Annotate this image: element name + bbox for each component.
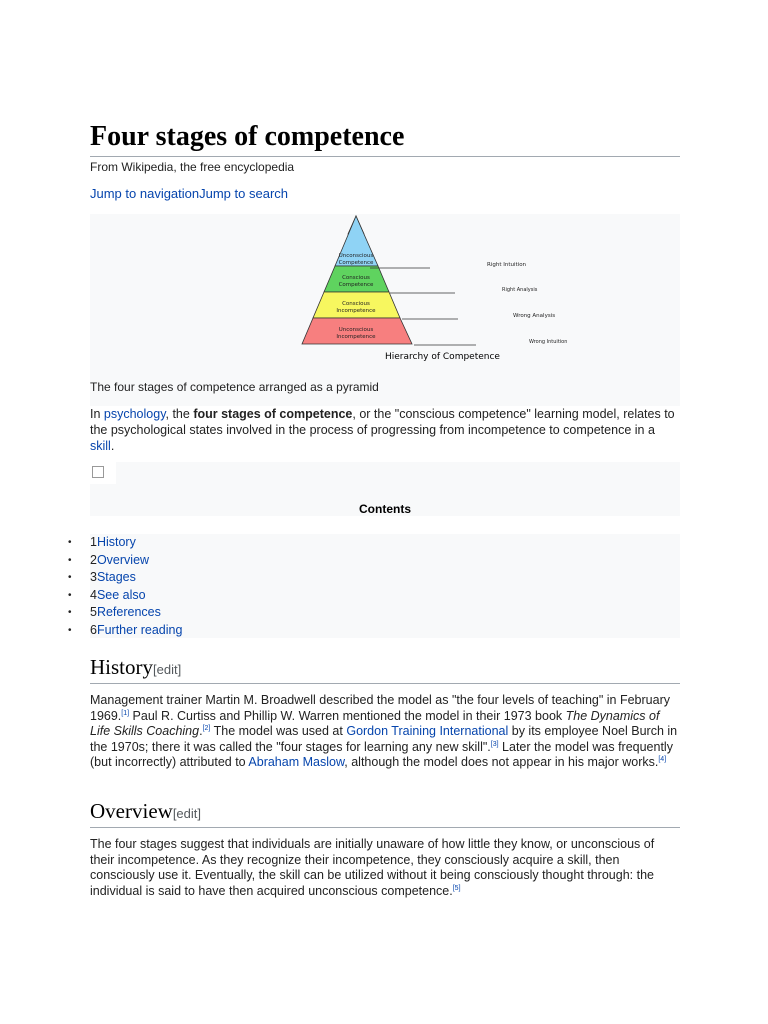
jump-to-navigation-link[interactable]: Jump to navigation xyxy=(90,186,200,201)
toc-link-overview[interactable]: Overview xyxy=(96,552,150,567)
history-heading-text: History xyxy=(90,655,153,679)
skill-link[interactable]: skill xyxy=(90,439,111,453)
toc-bullet: • xyxy=(68,554,72,566)
book-title: The Dynamics of Life Skills Coaching xyxy=(90,708,660,739)
toc-link-see-also[interactable]: See also xyxy=(96,587,146,602)
level-3-label-a: Conscious xyxy=(342,301,370,307)
toc-number: 3 xyxy=(90,570,97,584)
level-2-label-b: Competence xyxy=(338,282,374,288)
toc-bullet: • xyxy=(68,624,72,636)
toc-link-further-reading[interactable]: Further reading xyxy=(96,622,183,637)
right-analysis-label: Right Analysis xyxy=(502,287,538,293)
overview-section xyxy=(90,798,680,899)
history-paragraph xyxy=(90,693,680,771)
level-4-label-b: Incompetence xyxy=(336,334,376,340)
toc-number: 6 xyxy=(90,622,97,637)
history-heading xyxy=(90,654,680,684)
overview-edit-link[interactable]: [edit] xyxy=(172,806,201,821)
intro-text-3: , or the "conscious competence" learning model, relates to the psychological states involved in the process of progressing from incompetence to competence in a xyxy=(90,407,675,437)
toc-bullet: • xyxy=(68,589,72,601)
history-text-3: . xyxy=(199,724,203,739)
toc-number: 4 xyxy=(90,587,97,602)
toc-link-references[interactable]: References xyxy=(96,605,161,619)
toc-number: 2 xyxy=(90,552,97,567)
toc-item-stages[interactable] xyxy=(68,569,182,587)
right-intuition-label: Right Intuition xyxy=(487,262,527,268)
overview-heading-text: Overview xyxy=(90,799,173,823)
toc-checkbox-icon[interactable] xyxy=(92,466,104,478)
toc-item-references[interactable] xyxy=(68,604,182,622)
ref-3-link[interactable]: [3] xyxy=(490,740,499,748)
toc-bullet: • xyxy=(68,537,72,548)
ref-5-link[interactable]: [5] xyxy=(452,884,461,892)
intro-text-4: . xyxy=(110,439,115,453)
toc-toggle[interactable] xyxy=(90,462,116,484)
wrong-analysis-label: Wrong Analysis xyxy=(513,313,556,319)
toc-bullet: • xyxy=(68,572,72,583)
history-section xyxy=(90,654,680,771)
history-text-1: Management trainer Martin M. Broadwell described the model as "the four levels of teaching" in February 1969. xyxy=(90,693,670,723)
level-2-label-a: Conscious xyxy=(342,275,370,281)
level-1-label-b: Competence xyxy=(338,260,374,266)
toc-item-history[interactable] xyxy=(68,534,182,552)
toc-link-history[interactable]: History xyxy=(96,535,136,549)
figure-caption: The four stages of competence arranged as a pyramid xyxy=(90,380,379,394)
toc-bullet: • xyxy=(68,607,72,618)
intro-text-2: , the xyxy=(165,407,194,421)
ref-2-link[interactable]: [2] xyxy=(202,725,211,733)
toc-number: 5 xyxy=(90,605,97,619)
toc-number: 1 xyxy=(90,535,97,549)
ref-1-link[interactable]: [1] xyxy=(121,709,130,717)
overview-paragraph xyxy=(90,837,680,899)
overview-heading xyxy=(90,798,680,828)
psychology-link[interactable]: psychology xyxy=(103,407,166,421)
jump-to-search-link[interactable]: Jump to search xyxy=(199,186,288,201)
history-text-7: , although the model does not appear in his major works. xyxy=(344,755,659,770)
site-subtitle: From Wikipedia, the free encyclopedia xyxy=(90,160,295,174)
history-edit-link[interactable]: [edit] xyxy=(153,662,182,677)
toc-item-see-also[interactable] xyxy=(68,587,182,605)
competence-pyramid-diagram[interactable] xyxy=(280,214,580,364)
intro-bold-term: four stages of competence xyxy=(193,407,353,421)
toc-list xyxy=(68,534,182,639)
intro-text-1: In xyxy=(90,407,104,421)
history-text-6: Later the model was frequently (but incorrectly) attributed to xyxy=(90,739,673,770)
abraham-maslow-link[interactable]: Abraham Maslow xyxy=(248,755,345,770)
toc-title: Contents xyxy=(359,502,411,516)
level-3-label-b: Incompetence xyxy=(336,308,376,314)
toc-header xyxy=(90,462,680,516)
toc-link-stages[interactable]: Stages xyxy=(96,570,136,584)
diagram-title: Hierarchy of Competence xyxy=(385,352,500,362)
history-text-5: by its employee Noel Burch in the 1970s; there it was called the "four stages for learning any new skill". xyxy=(90,724,678,754)
history-text-2: Paul R. Curtiss and Phillip W. Warren mentioned the model in their 1973 book xyxy=(129,708,566,723)
pyramid-figure xyxy=(90,214,680,406)
ref-4-link[interactable]: [4] xyxy=(658,756,667,764)
history-text-4: The model was used at xyxy=(210,724,347,739)
wrong-intuition-label: Wrong Intuition xyxy=(529,339,568,345)
level-1-label-a: Unconscious xyxy=(338,253,374,259)
intro-paragraph xyxy=(90,406,680,454)
page-title: Four stages of competence xyxy=(90,118,680,157)
toc-item-overview[interactable] xyxy=(68,552,182,570)
toc-item-further-reading[interactable] xyxy=(68,622,182,640)
gordon-training-link[interactable]: Gordon Training International xyxy=(346,724,509,739)
overview-text: The four stages suggest that individuals are initially unaware of how little they know, or unconscious of their incompetence. As they recognize their incompetence, they consciously acquire a skill, then consciously use it. Eventually, the skill can be utilized without it being consciously thought through: the individual is said to have then acquired unconscious competence. xyxy=(90,837,655,898)
jump-links xyxy=(90,186,288,201)
level-4-label-a: Unconscious xyxy=(338,327,374,333)
